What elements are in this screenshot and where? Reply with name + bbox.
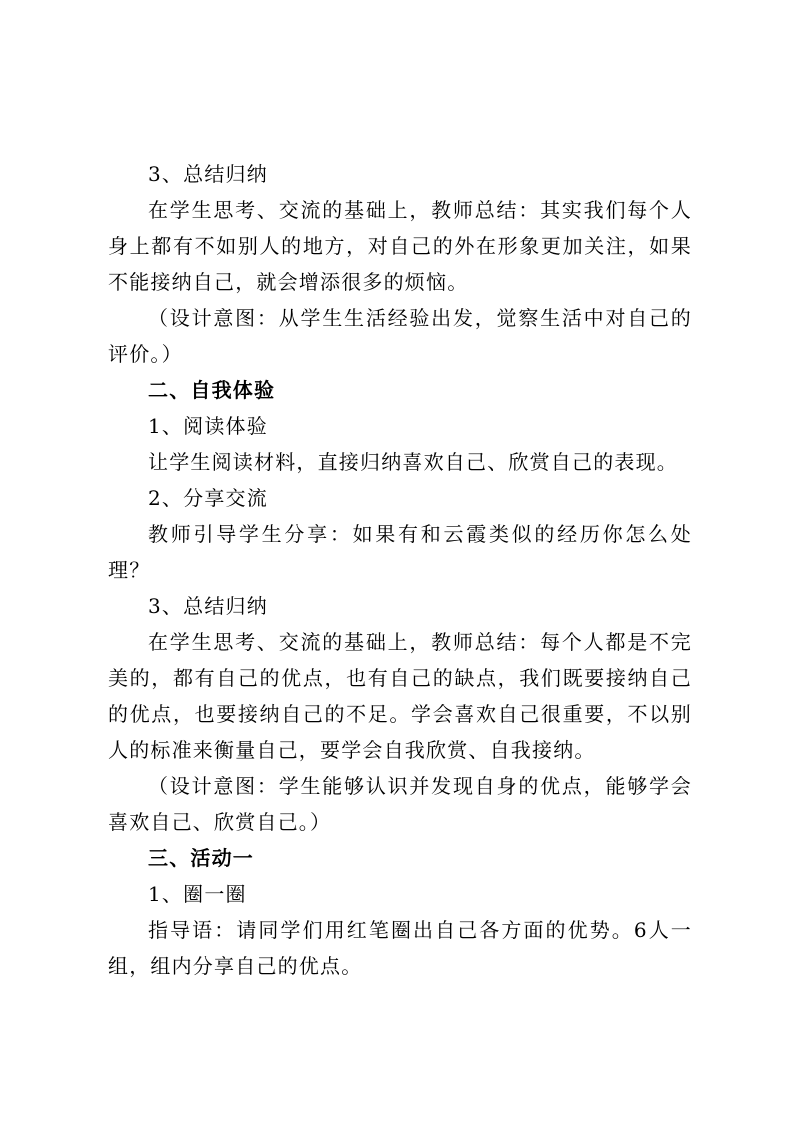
subheading-summary-1: 3、总结归纳: [148, 162, 268, 186]
subheading-share-exchange: 2、分享交流: [148, 486, 268, 510]
paragraph-teacher-summary-2: 在学生思考、交流的基础上，教师总结：每个人都是不完美的，都有自己的优点，也有自己的缺点，我们既要接纳自己的优点，也要接纳自己的不足。学会喜欢自己很重要，不以别人的标准来衡量自己，要学会自我欣赏、自我接纳。: [108, 630, 692, 762]
paragraph-design-intent-1: （设计意图：从学生生活经验出发，觉察生活中对自己的评价。）: [108, 306, 692, 366]
subheading-circle-activity: 1、圈一圈: [148, 882, 247, 906]
paragraph-teacher-summary-1: 在学生思考、交流的基础上，教师总结：其实我们每个人身上都有不如别人的地方，对自己的外在形象更加关注，如果不能接纳自己，就会增添很多的烦恼。: [108, 198, 692, 294]
paragraph-design-intent-2: （设计意图：学生能够认识并发现自身的优点，能够学会喜欢自己、欣赏自己。）: [108, 774, 692, 834]
paragraph-reading-material: 让学生阅读材料，直接归纳喜欢自己、欣赏自己的表现。: [148, 450, 678, 474]
paragraph-teacher-guide: 教师引导学生分享：如果有和云霞类似的经历你怎么处理？: [108, 522, 692, 582]
document-body: [108, 156, 692, 984]
subheading-summary-2: 3、总结归纳: [148, 594, 268, 618]
section-heading-self-experience: 二、自我体验: [148, 378, 276, 402]
subheading-reading-experience: 1、阅读体验: [148, 414, 268, 438]
section-heading-activity-one: 三、活动一: [148, 846, 254, 870]
paragraph-instructions: 指导语：请同学们用红笔圈出自己各方面的优势。6人一组，组内分享自己的优点。: [108, 918, 692, 978]
